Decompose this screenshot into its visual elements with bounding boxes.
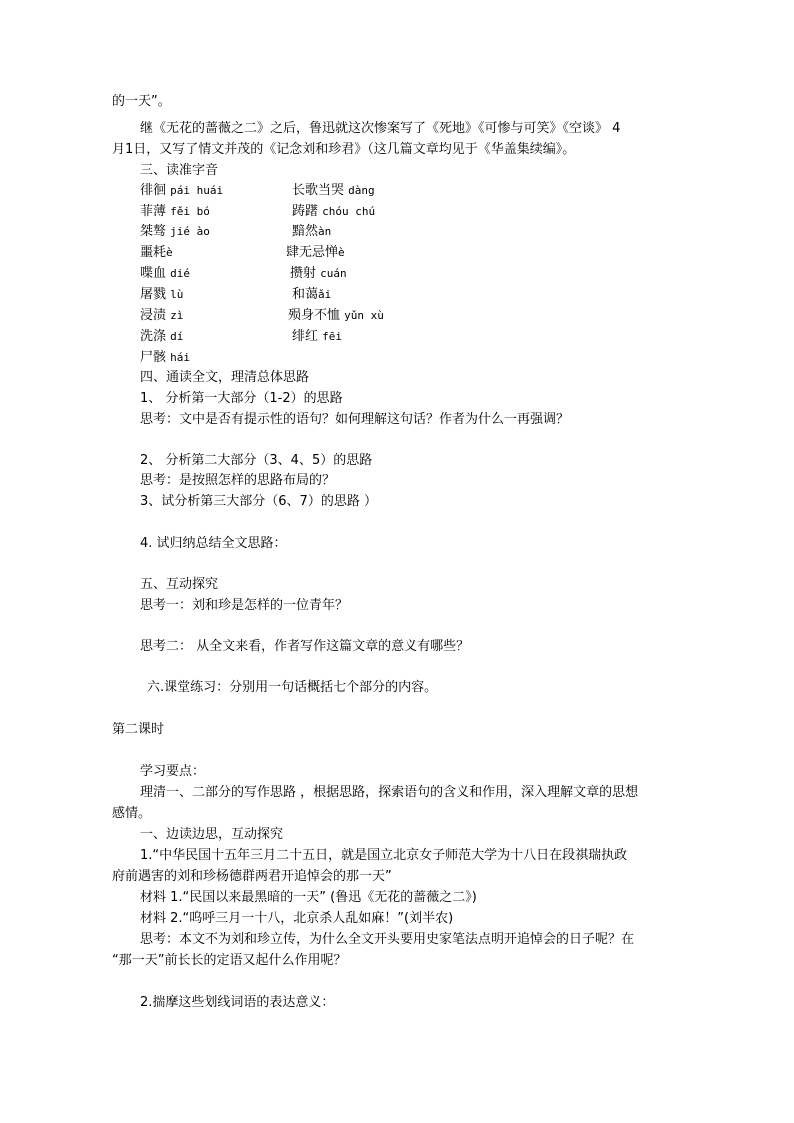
section-5-title: 五、互动探究 — [140, 577, 219, 592]
word-item: 尸骸 hái — [140, 350, 191, 365]
word-item: 殒身不恤 yǔn xù — [288, 308, 384, 323]
word-item: 黯然àn — [292, 224, 332, 239]
item-2: 2.揣摩这些划线词语的表达意义： — [140, 995, 335, 1010]
word-item: 和蔼ǎi — [292, 287, 332, 302]
learning-points-line-2: 感情。 — [112, 806, 152, 821]
section-5-think-2: 思考二： 从全文来看，作者写作这篇文章的意义有哪些？ — [140, 639, 470, 654]
item-1-line-2: 府前遇害的刘和珍杨德群两君开追悼会的那一天” — [112, 869, 392, 884]
learning-points-title: 学习要点： — [140, 764, 206, 779]
section-5-think-1: 思考一：刘和珍是怎样的一位青年？ — [140, 598, 349, 613]
word-item: 绯红 fēi — [292, 329, 343, 344]
think-line-2: “那一天”前长长的定语又起什么作用呢？ — [112, 953, 347, 968]
word-item: 踌躇 chóu chú — [292, 204, 376, 219]
section-4-title: 四、通读全文，理清总体思路 — [140, 370, 310, 385]
word-item: 桀骜 jié ào — [140, 224, 210, 239]
lesson-2-title: 第二课时 — [112, 722, 165, 737]
material-2: 材料 2.“呜呼三月一十八，北京杀人乱如麻！”(刘半农) — [140, 911, 454, 926]
word-item: 攒射 cuán — [290, 266, 347, 281]
section-4-question-1: 1、 分析第一大部分（1-2）的思路 — [140, 391, 343, 406]
section-4-question-3: 3、试分析第三大部分（6、7）的思路 ） — [140, 494, 377, 509]
word-item: 徘徊 pái huái — [140, 183, 224, 198]
word-item: 菲薄 fěi bó — [140, 204, 210, 219]
item-1-line-1: 1.“中华民国十五年三月二十五日，就是国立北京女子师范大学为十八日在段祺瑞执政 — [140, 848, 628, 863]
section-4-think-2: 思考：是按照怎样的思路布局的？ — [140, 473, 336, 488]
intro-line-1: 的一天”。 — [112, 94, 171, 109]
word-item: 噩耗è — [140, 245, 173, 260]
word-item: 长歌当哭 dàng — [292, 183, 375, 198]
section-3-title: 三、读准字音 — [140, 163, 219, 178]
word-item: 浸渍 zì — [140, 308, 184, 323]
word-item: 喋血 dié — [140, 266, 191, 281]
section-4-question-2: 2、 分析第二大部分（3、4、5）的思路 — [140, 453, 373, 468]
part-1-title: 一、边读边思，互动探究 — [140, 827, 284, 842]
section-4-question-4: 4. 试归纳总结全文思路： — [140, 536, 287, 551]
intro-line-3: 月1日，又写了情文并茂的《记念刘和珍君》（这几篇文章均见于《华盖集续编》。 — [112, 142, 576, 157]
section-4-think-1: 思考：文中是否有提示性的语句？如何理解这句话？作者为什么一再强调？ — [140, 412, 570, 427]
word-item: 屠戮 lù — [140, 287, 184, 302]
intro-line-2: 继《无花的蔷薇之二》之后，鲁迅就这次惨案写了《死地》《可惨与可笑》《空谈》 4 — [140, 121, 621, 136]
word-item: 肆无忌惮è — [286, 245, 345, 260]
material-1: 材料 1.“民国以来最黑暗的一天” (鲁迅《无花的蔷薇之二》) — [140, 890, 477, 905]
section-6-practice: 六.课堂练习：分别用一句话概括七个部分的内容。 — [147, 680, 438, 695]
think-line-1: 思考：本文不为刘和珍立传，为什么全文开头要用史家笔法点明开追悼会的日子呢？在 — [140, 932, 635, 947]
learning-points-line-1: 理清一、二部分的写作思路 ，根据思路，探索语句的含义和作用，深入理解文章的思想 — [140, 785, 639, 800]
word-item: 洗涤 dí — [140, 329, 184, 344]
